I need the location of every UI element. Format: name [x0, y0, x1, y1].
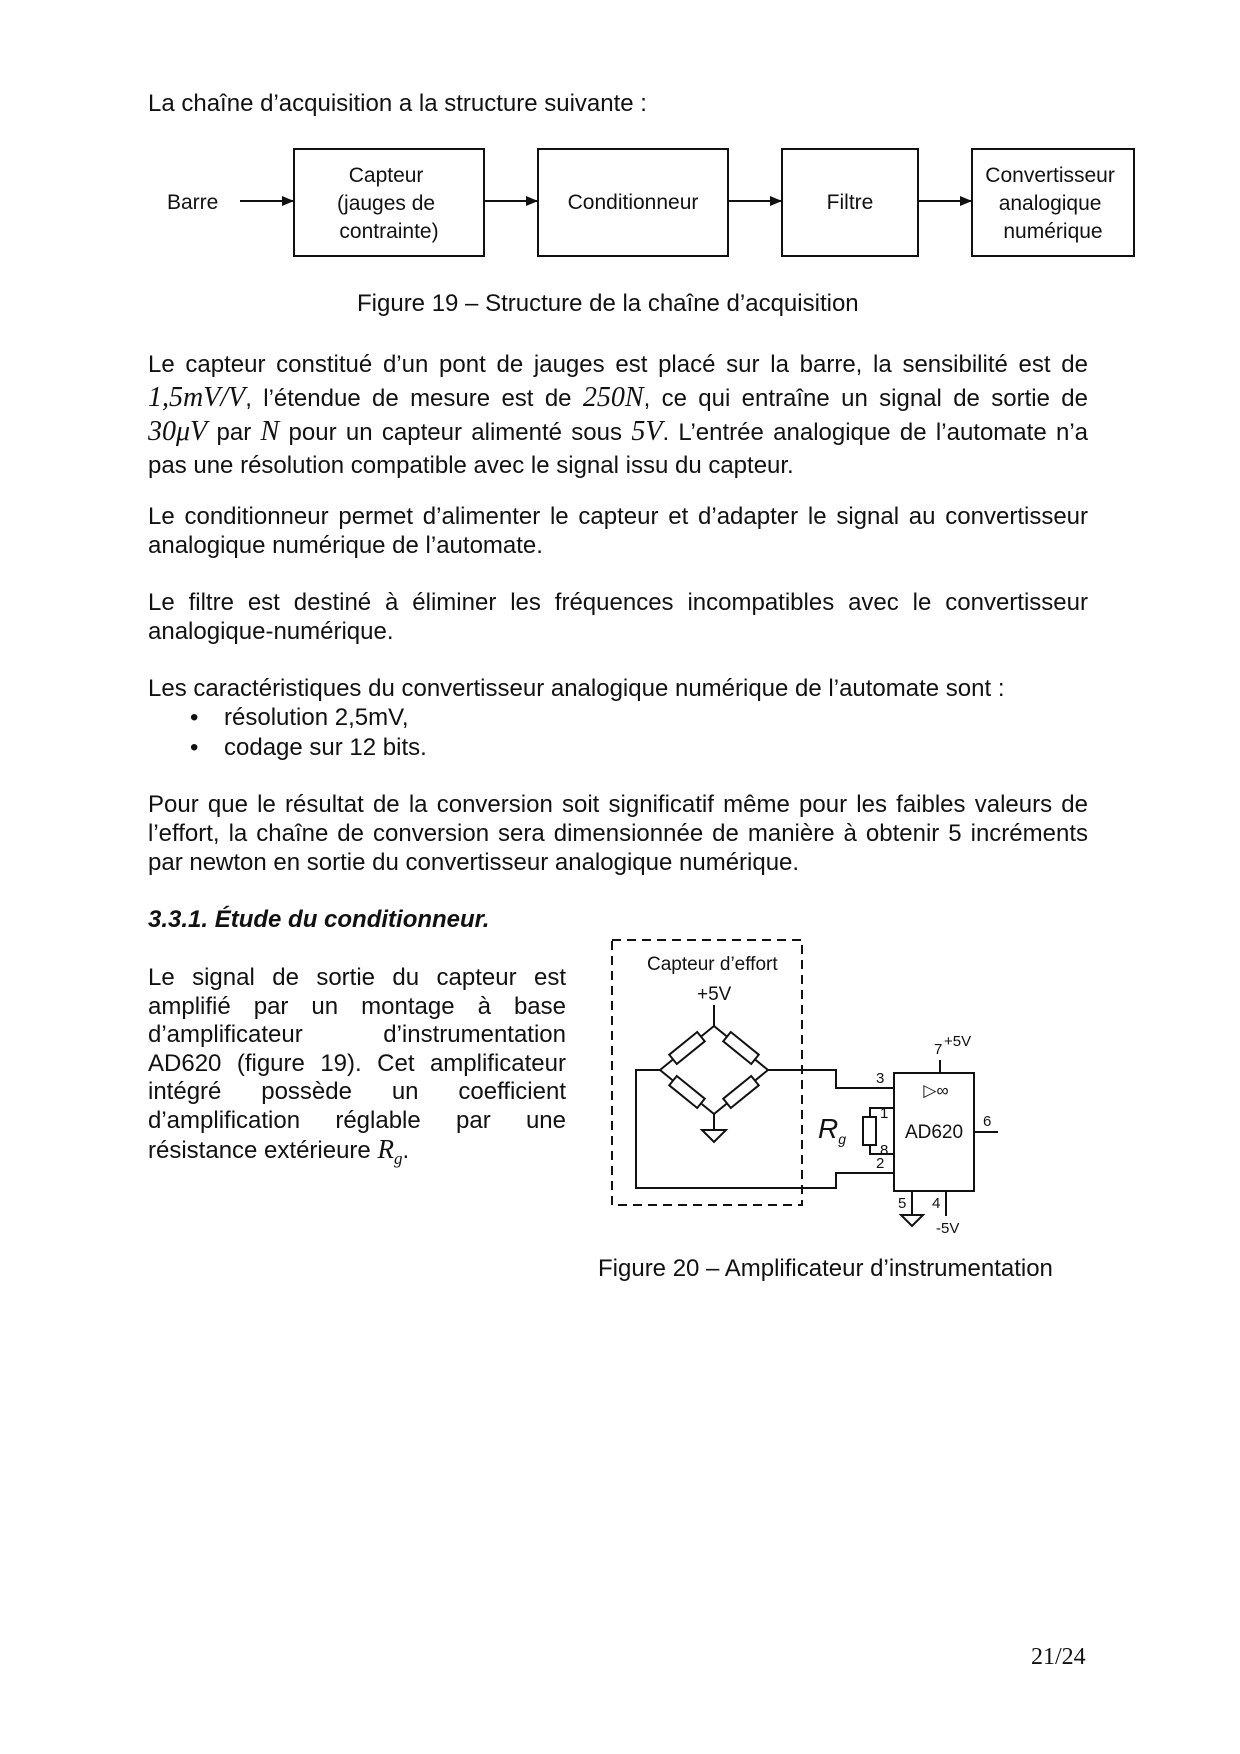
p1-text-2: , l’étendue de mesure est de	[245, 385, 583, 412]
left-text-1: Le signal de sortie du capteur est amplifié par un montage à base d’amplificateur d’instrumentation AD620 (figure 19). Cet amplificateur intégré possède un coefficient d’amplification réglable par une résistance extérieure	[148, 964, 566, 1164]
math-newton: N	[260, 416, 280, 447]
block-capteur-line3: contrainte)	[339, 220, 439, 243]
paragraph-amplification	[148, 964, 566, 1173]
bridge-ground-icon	[702, 1130, 726, 1142]
amp-symbol: ▷∞	[923, 1081, 949, 1100]
page-number: 21/24	[1031, 1644, 1086, 1670]
svg-text:Convertisseur analogique	[985, 164, 1120, 243]
paragraph-conditionneur: Le conditionneur permet d’alimenter le capteur et d’adapter le signal au convertisseur analogique numérique de l’automate.	[148, 503, 1088, 559]
pin-8-label: 8	[880, 1142, 889, 1159]
pin-1-label: 1	[880, 1105, 889, 1122]
pin-5-label: 5	[898, 1195, 907, 1212]
math-signal: 30μV	[148, 416, 208, 447]
section-heading: 3.3.1. Étude du conditionneur.	[148, 906, 490, 933]
p1-text-3: , ce qui entraîne un signal de sortie de	[643, 385, 1088, 412]
bullet-list	[148, 703, 427, 763]
pin-3-label: 3	[876, 1070, 885, 1087]
paragraph-caracteristiques: Les caractéristiques du convertisseur analogique numérique de l’automate sont :	[148, 675, 1005, 702]
block-capteur-line1: Capteur	[348, 164, 424, 187]
sensor-box	[612, 940, 802, 1205]
paragraph-filtre: Le filtre est destiné à éliminer les fréquences incompatibles avec le convertisseur analogique-numérique.	[148, 589, 1088, 645]
left-text-2: .	[402, 1137, 410, 1164]
block-conditionneur-label: Conditionneur	[567, 191, 699, 214]
math-sensitivity: 1,5mV/V	[148, 382, 246, 413]
chip-label: AD620	[904, 1122, 964, 1143]
paragraph-capteur	[148, 348, 1088, 482]
figure-19-caption: Figure 19 – Structure de la chaîne d’acquisition	[357, 290, 859, 317]
math-rg: R	[377, 1134, 394, 1164]
rg-resistor	[863, 1117, 876, 1145]
input-label-barre: Barre	[167, 191, 219, 214]
block-convertisseur-line1: Convertisseur	[985, 164, 1115, 187]
block-convertisseur-line3: numérique	[1003, 220, 1103, 243]
bullet-item: • résolution 2,5mV,	[148, 703, 427, 733]
sensor-label: Capteur d’effort	[647, 954, 778, 975]
pin-4-label: 4	[932, 1195, 941, 1212]
bullet-item: • codage sur 12 bits.	[148, 733, 427, 763]
p1-text-5: pour un capteur alimenté sous	[279, 419, 632, 446]
math-voltage: 5V	[631, 416, 663, 447]
block-capteur-line2: (jauges de	[337, 192, 436, 215]
supply-pos-label: +5V	[944, 1033, 972, 1050]
block-filtre-label: Filtre	[826, 191, 874, 214]
svg-text:Rg	[818, 1113, 846, 1147]
chip-ground-icon	[901, 1215, 923, 1226]
acquisition-chain-diagram	[150, 140, 1140, 270]
bridge-supply-label: +5V	[697, 984, 732, 1005]
pin-2-label: 2	[876, 1155, 885, 1172]
pin-7-label: 7	[934, 1041, 943, 1058]
instrumentation-amplifier-circuit	[600, 930, 1020, 1240]
intro-text: La chaîne d’acquisition a la structure suivante :	[148, 90, 647, 117]
svg-text:Capteur (jauges de con	[337, 164, 441, 243]
math-rg-sub: g	[393, 1148, 403, 1168]
p1-text-6: . L’entrée analogique de l’automate n’a pas une résolution compatible avec le signal issu du capteur.	[148, 419, 1089, 479]
rg-label: R	[818, 1113, 839, 1144]
gauge-bridge	[660, 1026, 768, 1114]
p1-text-1: Le capteur constitué d’un pont de jauges est placé sur la barre, la sensibilité est de	[148, 351, 1088, 378]
pin-6-label: 6	[983, 1113, 992, 1130]
p1-text-4: par	[207, 419, 261, 446]
supply-neg-label: -5V	[936, 1220, 960, 1237]
rg-label-sub: g	[838, 1131, 847, 1147]
math-range: 250N	[582, 382, 644, 413]
paragraph-resultat: Pour que le résultat de la conversion soit significatif même pour les faibles valeurs de l’effort, la chaîne de conversion sera dimensionnée de manière à obtenir 5 incréments par newton en sortie du convertisseur analogique numérique.	[148, 791, 1088, 876]
block-convertisseur-line2: analogique	[998, 192, 1102, 215]
figure-20-caption: Figure 20 – Amplificateur d’instrumentation	[598, 1255, 1053, 1282]
